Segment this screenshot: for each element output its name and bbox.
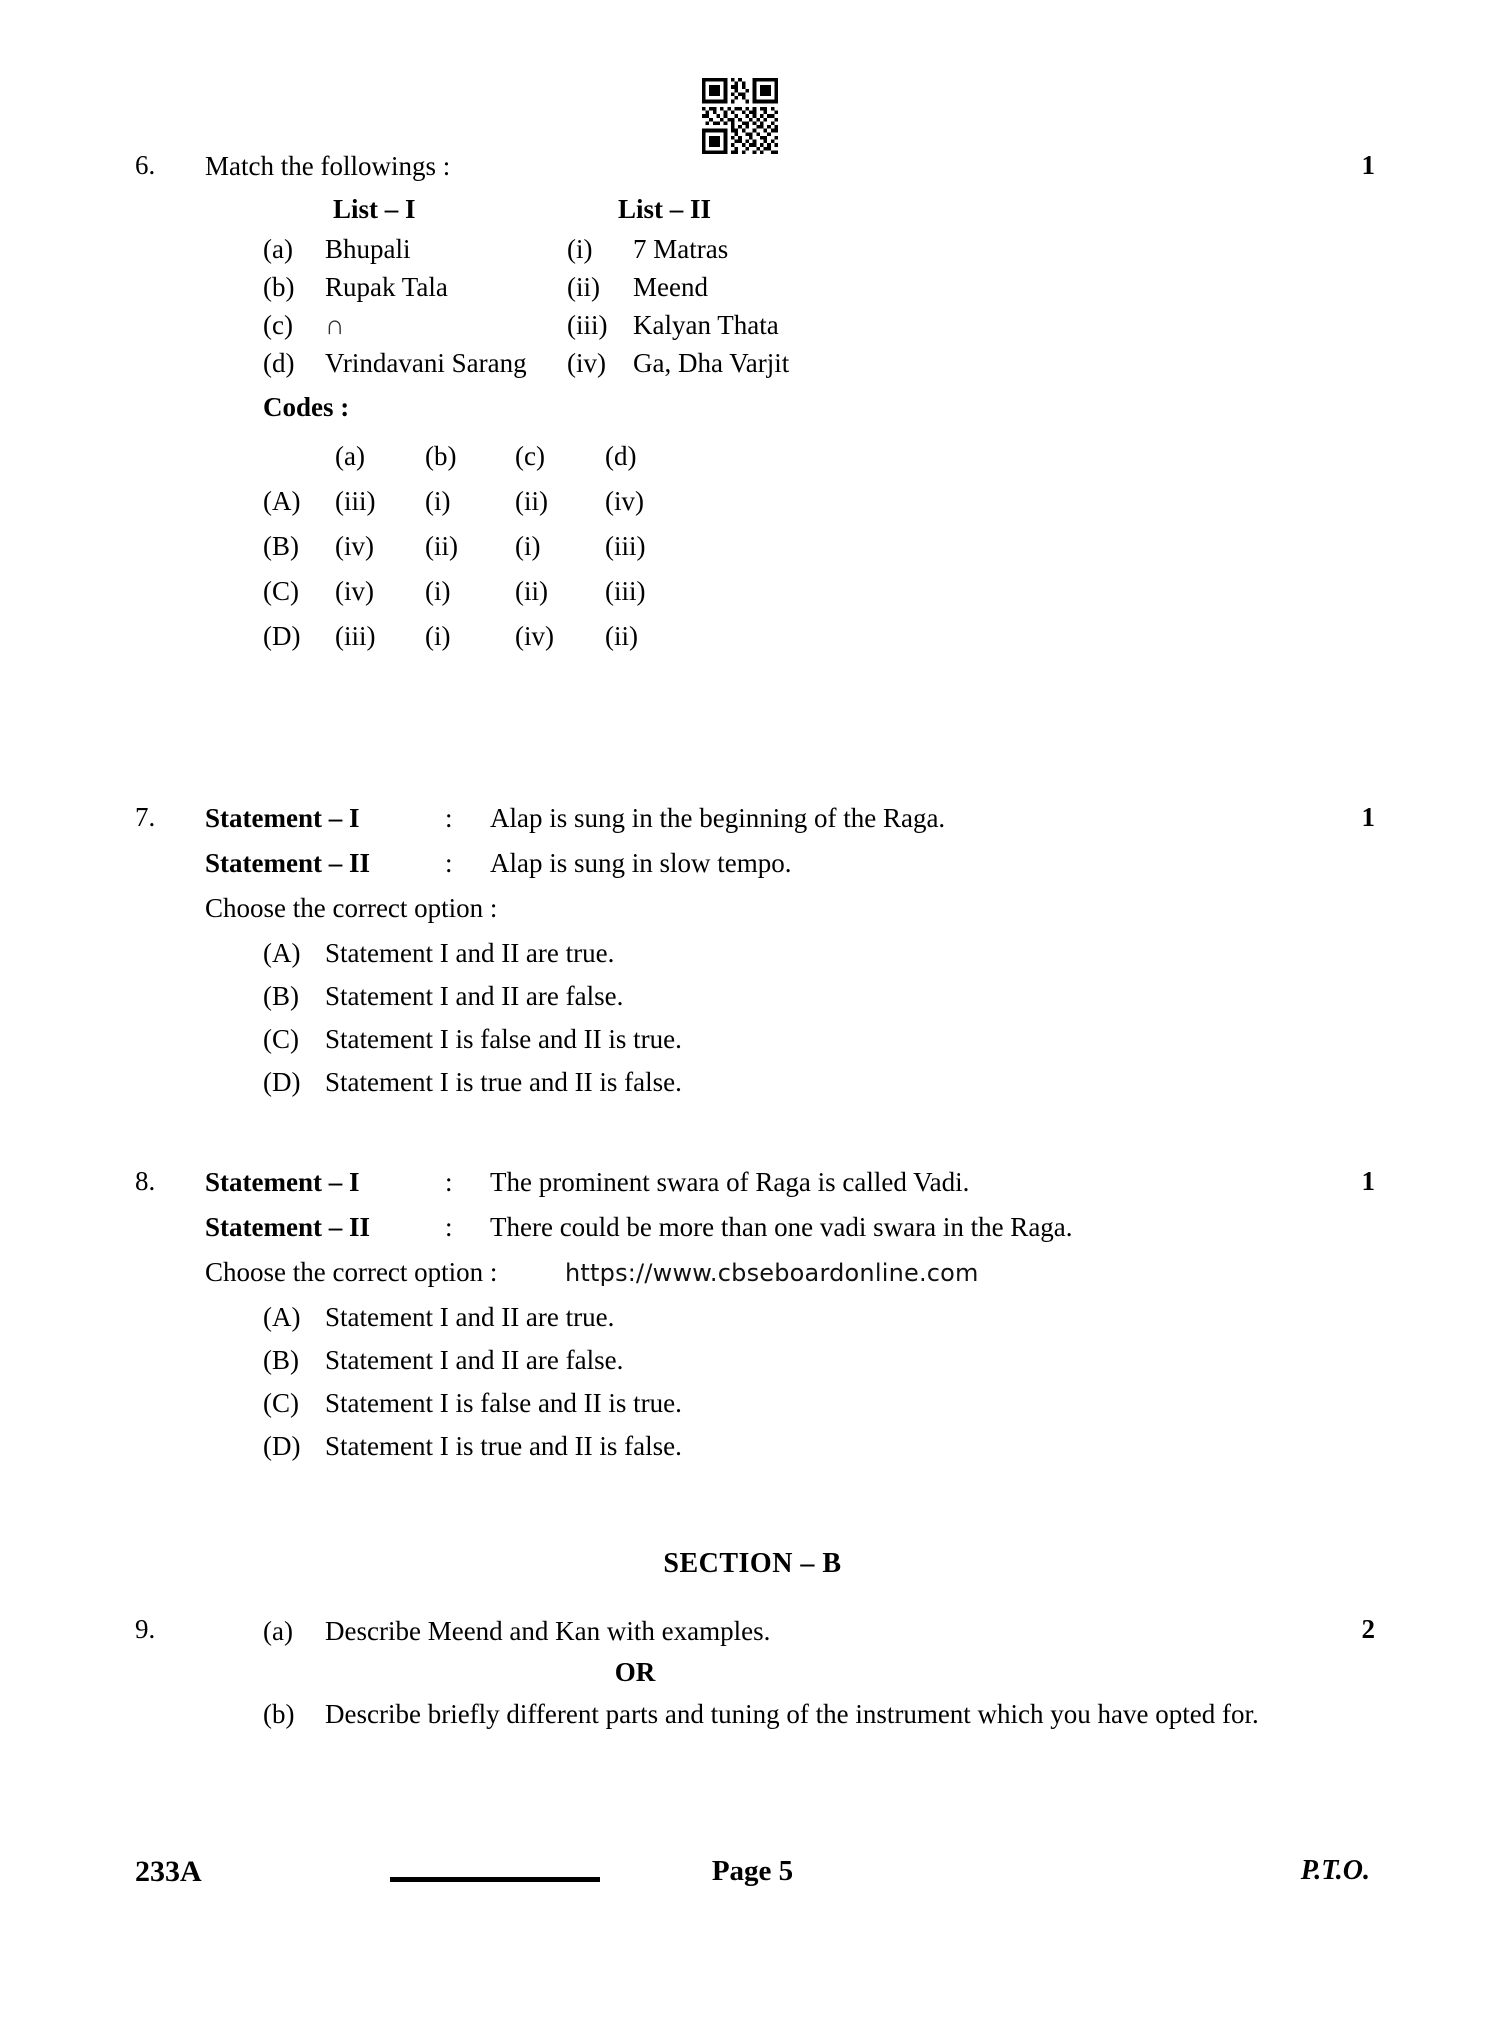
codes-header-b: (b) [425, 441, 457, 471]
list-1-heading: List – I [333, 194, 416, 224]
codes-option-label: (A) [263, 486, 301, 516]
list-1-item-label: (b) [263, 272, 295, 302]
option-label: (C) [263, 1388, 299, 1418]
list-1-item-label: (a) [263, 234, 293, 264]
codes-option-value: (iv) [515, 621, 554, 651]
question-7 [135, 800, 1375, 1107]
question-9a-row [205, 1612, 1375, 1650]
statement-1-text: Alap is sung in the beginning of the Raga. [490, 803, 946, 833]
codes-option-value: (ii) [425, 531, 458, 561]
question-9b-text: Describe briefly different parts and tuning of the instrument which you have opted for. [325, 1699, 1259, 1729]
list-2-item-text: Meend [633, 272, 708, 302]
question-7-marks: 1 [1361, 802, 1375, 832]
list-2-heading: List – II [618, 194, 712, 224]
codes-option-label: (C) [263, 576, 299, 606]
question-9b-row [205, 1695, 1375, 1733]
choose-text: Choose the correct option : [205, 1257, 498, 1287]
codes-header-a: (a) [335, 441, 365, 471]
question-8-marks: 1 [1361, 1166, 1375, 1196]
codes-option-label: (D) [263, 621, 301, 651]
option-row[interactable] [205, 1428, 1375, 1471]
option-label: (C) [263, 1024, 299, 1054]
option-label: (B) [263, 1345, 299, 1375]
list-2-item-label: (ii) [567, 272, 600, 302]
option-text: Statement I and II are false. [325, 981, 624, 1011]
match-row [205, 307, 1375, 345]
codes-option-row[interactable] [205, 479, 695, 524]
question-9-number: 9. [135, 1614, 156, 1644]
match-row [205, 345, 1375, 383]
match-row [205, 269, 1375, 307]
page-number: Page 5 [711, 1855, 794, 1887]
question-8-choose-instruction [205, 1254, 1375, 1299]
question-9a-label: (a) [263, 1616, 293, 1646]
list-2-item-text: 7 Matras [633, 234, 729, 264]
codes-option-value: (i) [515, 531, 541, 561]
match-row [205, 231, 1375, 269]
codes-header-c: (c) [515, 441, 545, 471]
option-label: (D) [263, 1431, 301, 1461]
codes-option-label: (B) [263, 531, 299, 561]
codes-header-d: (d) [605, 441, 637, 471]
codes-option-value: (ii) [605, 621, 638, 651]
qr-code-icon [702, 78, 778, 154]
statement-2-row [205, 845, 1375, 890]
codes-option-value: (iii) [605, 531, 646, 561]
option-text: Statement I is false and II is true. [325, 1388, 682, 1418]
question-8-number: 8. [135, 1166, 156, 1196]
option-row[interactable] [205, 1385, 1375, 1428]
codes-option-value: (iii) [335, 486, 376, 516]
meend-arc-symbol: ∩ [325, 310, 345, 340]
option-text: Statement I is true and II is false. [325, 1431, 682, 1461]
codes-option-value: (iv) [335, 576, 374, 606]
codes-option-value: (i) [425, 486, 451, 516]
question-6-prompt: Match the followings : [205, 151, 451, 181]
option-row[interactable] [205, 1299, 1375, 1342]
question-9b-label: (b) [263, 1699, 295, 1729]
list-2-item-label: (i) [567, 234, 593, 264]
list-1-item-text: Bhupali [325, 234, 411, 264]
or-separator: OR [614, 1657, 656, 1687]
statement-1-colon: : [445, 803, 453, 833]
watermark-url: https://www.cbseboardonline.com [565, 1259, 979, 1287]
option-row[interactable] [205, 1021, 1375, 1064]
statement-2-text: Alap is sung in slow tempo. [490, 848, 792, 878]
section-b-heading: SECTION – B [663, 1548, 842, 1579]
codes-option-value: (ii) [515, 486, 548, 516]
option-row[interactable] [205, 1342, 1375, 1385]
question-7-choose-instruction [205, 890, 1375, 935]
question-8 [135, 1164, 1375, 1471]
option-text: Statement I and II are true. [325, 938, 615, 968]
codes-table [205, 434, 695, 659]
choose-text: Choose the correct option : [205, 893, 498, 923]
question-7-number: 7. [135, 802, 156, 832]
question-6 [135, 148, 1375, 659]
pto-label: P.T.O. [1300, 1855, 1370, 1886]
codes-option-value: (iv) [605, 486, 644, 516]
list-2-item-text: Ga, Dha Varjit [633, 348, 790, 378]
codes-option-row[interactable] [205, 569, 695, 614]
statement-1-label: Statement – I [205, 803, 360, 833]
option-text: Statement I is true and II is false. [325, 1067, 682, 1097]
question-6-marks: 1 [1361, 150, 1375, 180]
statement-1-text: The prominent swara of Raga is called Vadi. [490, 1167, 970, 1197]
list-2-item-label: (iii) [567, 310, 608, 340]
codes-option-value: (iii) [605, 576, 646, 606]
option-text: Statement I and II are false. [325, 1345, 624, 1375]
codes-option-row[interactable] [205, 524, 695, 569]
question-9a-text: Describe Meend and Kan with examples. [325, 1616, 771, 1646]
list-1-item-text: Vrindavani Sarang [325, 348, 527, 378]
option-label: (B) [263, 981, 299, 1011]
option-row[interactable] [205, 1064, 1375, 1107]
codes-option-value: (iii) [335, 621, 376, 651]
codes-option-value: (ii) [515, 576, 548, 606]
codes-header-blank [205, 434, 335, 479]
statement-2-row [205, 1209, 1375, 1254]
statement-1-label: Statement – I [205, 1167, 360, 1197]
statement-2-text: There could be more than one vadi swara in the Raga. [490, 1212, 1073, 1242]
statement-2-colon: : [445, 848, 453, 878]
list-1-item-text: Rupak Tala [325, 272, 448, 302]
question-6-number: 6. [135, 150, 156, 180]
option-row[interactable] [205, 978, 1375, 1021]
codes-option-value: (i) [425, 621, 451, 651]
statement-2-label: Statement – II [205, 848, 370, 878]
statement-2-colon: : [445, 1212, 453, 1242]
list-2-item-label: (iv) [567, 348, 606, 378]
match-list-headings [205, 191, 1375, 231]
codes-option-row[interactable] [205, 614, 695, 659]
statement-1-row [205, 800, 1375, 845]
codes-label: Codes : [263, 392, 350, 422]
codes-option-value: (i) [425, 576, 451, 606]
question-9 [135, 1612, 1375, 1733]
question-9-marks: 2 [1361, 1614, 1375, 1644]
list-1-item-label: (c) [263, 310, 293, 340]
option-text: Statement I is false and II is true. [325, 1024, 682, 1054]
list-2-item-text: Kalyan Thata [633, 310, 779, 340]
list-1-item-label: (d) [263, 348, 295, 378]
statement-1-row [205, 1164, 1375, 1209]
statement-1-colon: : [445, 1167, 453, 1197]
option-text: Statement I and II are true. [325, 1302, 615, 1332]
codes-option-value: (iv) [335, 531, 374, 561]
option-label: (A) [263, 1302, 301, 1332]
option-label: (A) [263, 938, 301, 968]
codes-table-header-row [205, 434, 695, 479]
page-footer [0, 1855, 1505, 1905]
statement-2-label: Statement – II [205, 1212, 370, 1242]
option-row[interactable] [205, 935, 1375, 978]
paper-code: 233A [135, 1855, 202, 1888]
option-label: (D) [263, 1067, 301, 1097]
